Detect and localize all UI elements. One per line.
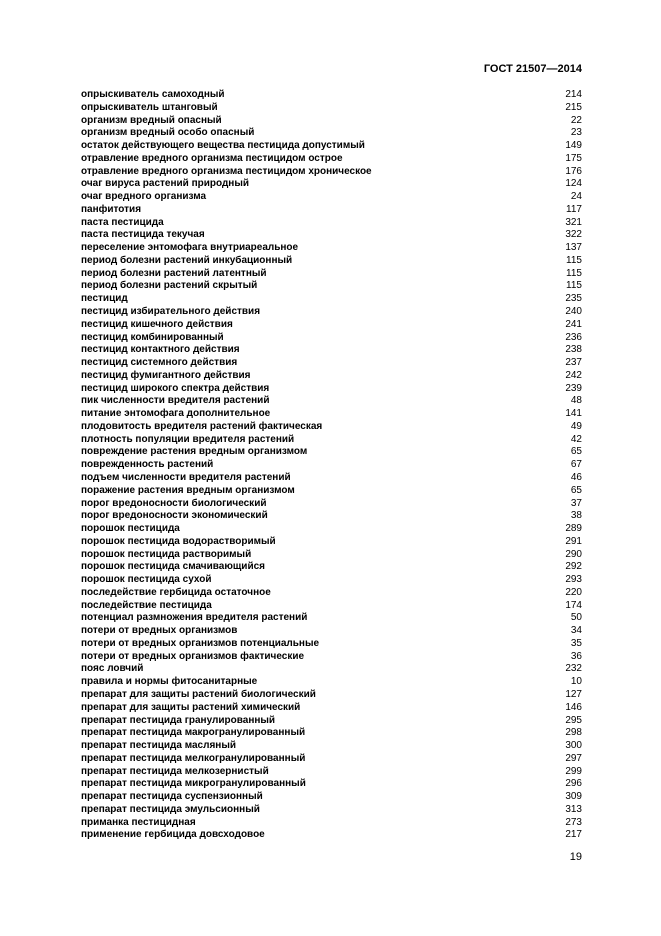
index-term: потенциал размножения вредителя растений — [81, 612, 308, 624]
index-entry — [81, 178, 582, 191]
index-page-ref: 240 — [565, 306, 582, 318]
index-entry — [81, 753, 582, 766]
document-header: ГОСТ 21507—2014 — [483, 63, 582, 75]
index-entry — [81, 472, 582, 485]
index-term: препарат пестицида мелкозернистый — [81, 765, 269, 777]
index-term: плодовитость вредителя растений фактическая — [81, 420, 323, 432]
index-page-ref: 242 — [565, 369, 582, 381]
index-page-ref: 239 — [565, 382, 582, 394]
index-page-ref: 42 — [570, 433, 582, 445]
index-page-ref: 289 — [565, 523, 582, 535]
index-entry — [81, 434, 582, 447]
index-term: пояс ловчий — [81, 663, 144, 675]
index-term: препарат пестицида масляный — [81, 740, 237, 752]
index-page-ref: 117 — [566, 203, 582, 215]
index-list — [81, 89, 582, 842]
index-entry — [81, 332, 582, 345]
index-entry — [81, 587, 582, 600]
index-entry — [81, 89, 582, 102]
index-term: препарат пестицида мелкогранулированный — [81, 752, 306, 764]
index-term: потери от вредных организмов — [81, 625, 238, 637]
index-entry — [81, 306, 582, 319]
index-entry — [81, 829, 582, 842]
index-term: препарат пестицида макрогранулированный — [81, 727, 306, 739]
index-term: последействие гербицида остаточное — [81, 586, 271, 598]
index-page-ref: 273 — [565, 816, 582, 828]
index-entry — [81, 421, 582, 434]
index-entry — [81, 600, 582, 613]
index-entry — [81, 127, 582, 140]
index-entry — [81, 319, 582, 332]
index-entry — [81, 446, 582, 459]
index-term: остаток действующего вещества пестицида допустимый — [81, 140, 365, 152]
index-page-ref: 48 — [570, 395, 582, 407]
index-term: отравление вредного организма пестицидом острое — [81, 152, 343, 164]
index-page-ref: 215 — [565, 101, 582, 113]
index-page-ref: 309 — [565, 791, 582, 803]
index-entry — [81, 408, 582, 421]
index-entry — [81, 344, 582, 357]
index-entry — [81, 217, 582, 230]
index-term: повреждение растения вредным организмом — [81, 446, 308, 458]
index-entry — [81, 740, 582, 753]
index-term: препарат для защиты растений биологический — [81, 688, 316, 700]
index-term: порог вредоносности экономический — [81, 510, 268, 522]
index-page-ref: 313 — [565, 803, 582, 815]
index-entry — [81, 651, 582, 664]
index-page-ref: 49 — [570, 420, 582, 432]
index-term: паста пестицида текучая — [81, 229, 205, 241]
index-term: период болезни растений инкубационный — [81, 254, 293, 266]
index-term: поврежденность растений — [81, 459, 214, 471]
index-page-ref: 174 — [565, 599, 582, 611]
index-page-ref: 295 — [565, 714, 582, 726]
index-entry — [81, 510, 582, 523]
index-entry — [81, 280, 582, 293]
index-term: потери от вредных организмов фактические — [81, 650, 305, 662]
index-entry — [81, 766, 582, 779]
index-term: порошок пестицида сухой — [81, 574, 212, 586]
index-page-ref: 235 — [565, 293, 582, 305]
index-page-ref: 67 — [570, 459, 582, 471]
index-term: последействие пестицида — [81, 599, 212, 611]
index-page-ref: 36 — [570, 650, 582, 662]
index-page-ref: 22 — [570, 114, 582, 126]
index-entry — [81, 383, 582, 396]
index-page-ref: 175 — [565, 152, 582, 164]
index-page-ref: 146 — [565, 701, 582, 713]
index-page-ref: 297 — [565, 752, 582, 764]
index-term: препарат пестицида эмульсионный — [81, 803, 260, 815]
index-term: порошок пестицида растворимый — [81, 548, 252, 560]
page-number: 19 — [569, 851, 582, 863]
index-term: плотность популяции вредителя растений — [81, 433, 295, 445]
index-page-ref: 292 — [565, 561, 582, 573]
index-term: потери от вредных организмов потенциальные — [81, 637, 320, 649]
index-term: препарат пестицида суспензионный — [81, 791, 263, 803]
index-term: применение гербицида довсходовое — [81, 829, 265, 841]
index-page-ref: 322 — [565, 229, 582, 241]
index-page-ref: 24 — [570, 191, 582, 203]
index-entry — [81, 638, 582, 651]
index-entry — [81, 804, 582, 817]
index-page-ref: 296 — [565, 778, 582, 790]
index-term: период болезни растений латентный — [81, 267, 267, 279]
index-page-ref: 34 — [570, 625, 582, 637]
index-entry — [81, 370, 582, 383]
index-entry — [81, 689, 582, 702]
index-page-ref: 124 — [565, 178, 582, 190]
index-entry — [81, 817, 582, 830]
index-term: порог вредоносности биологический — [81, 497, 267, 509]
index-page-ref: 291 — [565, 535, 582, 547]
index-page-ref: 38 — [570, 510, 582, 522]
index-entry — [81, 395, 582, 408]
index-entry — [81, 625, 582, 638]
index-page-ref: 65 — [570, 446, 582, 458]
index-entry — [81, 242, 582, 255]
index-page-ref: 115 — [566, 267, 582, 279]
index-page-ref: 298 — [565, 727, 582, 739]
index-term: подъем численности вредителя растений — [81, 471, 291, 483]
index-page-ref: 300 — [565, 740, 582, 752]
index-entry — [81, 498, 582, 511]
index-page-ref: 220 — [565, 586, 582, 598]
index-entry — [81, 268, 582, 281]
index-term: пестицид контактного действия — [81, 344, 240, 356]
index-entry — [81, 459, 582, 472]
index-entry — [81, 727, 582, 740]
index-entry — [81, 191, 582, 204]
index-entry — [81, 293, 582, 306]
index-entry — [81, 612, 582, 625]
index-term: переселение энтомофага внутриареальное — [81, 242, 299, 254]
index-entry — [81, 523, 582, 536]
index-term: порошок пестицида водорастворимый — [81, 535, 276, 547]
index-term: пестицид комбинированный — [81, 331, 224, 343]
index-term: препарат для защиты растений химический — [81, 701, 301, 713]
index-page-ref: 37 — [570, 497, 582, 509]
index-entry — [81, 255, 582, 268]
index-term: очаг вируса растений природный — [81, 178, 250, 190]
index-page-ref: 137 — [565, 242, 582, 254]
index-page-ref: 321 — [565, 216, 582, 228]
index-page-ref: 236 — [565, 331, 582, 343]
index-page-ref: 238 — [565, 344, 582, 356]
index-term: панфитотия — [81, 203, 142, 215]
index-term: препарат пестицида гранулированный — [81, 714, 276, 726]
index-entry — [81, 102, 582, 115]
index-entry — [81, 166, 582, 179]
index-page-ref: 176 — [565, 165, 582, 177]
index-page-ref: 23 — [570, 127, 582, 139]
index-term: пестицид системного действия — [81, 357, 238, 369]
index-page-ref: 232 — [565, 663, 582, 675]
index-term: пестицид кишечного действия — [81, 318, 233, 330]
index-term: пестицид фумигантного действия — [81, 369, 251, 381]
index-term: опрыскиватель штанговый — [81, 101, 218, 113]
index-term: питание энтомофага дополнительное — [81, 408, 271, 420]
index-entry — [81, 485, 582, 498]
index-entry — [81, 676, 582, 689]
index-entry — [81, 561, 582, 574]
index-page-ref: 214 — [565, 89, 582, 100]
index-term: очаг вредного организма — [81, 191, 207, 203]
index-page-ref: 50 — [570, 612, 582, 624]
index-term: пестицид широкого спектра действия — [81, 382, 270, 394]
index-entry — [81, 357, 582, 370]
index-page-ref: 149 — [565, 140, 582, 152]
index-term: период болезни растений скрытый — [81, 280, 258, 292]
index-entry — [81, 140, 582, 153]
index-page-ref: 299 — [565, 765, 582, 777]
index-term: препарат пестицида микрогранулированный — [81, 778, 306, 790]
index-entry — [81, 549, 582, 562]
index-term: организм вредный опасный — [81, 114, 222, 126]
index-term: опрыскиватель самоходный — [81, 89, 225, 100]
index-term: пестицид избирательного действия — [81, 306, 261, 318]
index-entry — [81, 204, 582, 217]
index-term: правила и нормы фитосанитарные — [81, 676, 258, 688]
index-entry — [81, 153, 582, 166]
index-entry — [81, 574, 582, 587]
index-page-ref: 241 — [565, 318, 582, 330]
index-term: поражение растения вредным организмом — [81, 484, 295, 496]
index-entry — [81, 115, 582, 128]
index-entry — [81, 663, 582, 676]
index-page-ref: 65 — [570, 484, 582, 496]
index-page-ref: 290 — [565, 548, 582, 560]
index-term: паста пестицида — [81, 216, 164, 228]
index-entry — [81, 536, 582, 549]
index-page-ref: 35 — [570, 637, 582, 649]
index-entry — [81, 715, 582, 728]
index-term: пестицид — [81, 293, 128, 305]
index-term: организм вредный особо опасный — [81, 127, 255, 139]
index-page-ref: 127 — [565, 688, 582, 700]
index-page-ref: 217 — [565, 829, 582, 841]
index-entry — [81, 791, 582, 804]
index-term: отравление вредного организма пестицидом хроническое — [81, 165, 372, 177]
index-page-ref: 293 — [565, 574, 582, 586]
index-page-ref: 115 — [566, 280, 582, 292]
index-term: пик численности вредителя растений — [81, 395, 270, 407]
index-entry — [81, 702, 582, 715]
index-term: приманка пестицидная — [81, 816, 196, 828]
index-term: порошок пестицида — [81, 523, 180, 535]
index-page-ref: 237 — [565, 357, 582, 369]
index-page-ref: 46 — [570, 471, 582, 483]
index-page-ref: 10 — [570, 676, 582, 688]
index-entry — [81, 229, 582, 242]
index-entry — [81, 778, 582, 791]
index-term: порошок пестицида смачивающийся — [81, 561, 265, 573]
index-page-ref: 141 — [565, 408, 582, 420]
index-page-ref: 115 — [566, 254, 582, 266]
